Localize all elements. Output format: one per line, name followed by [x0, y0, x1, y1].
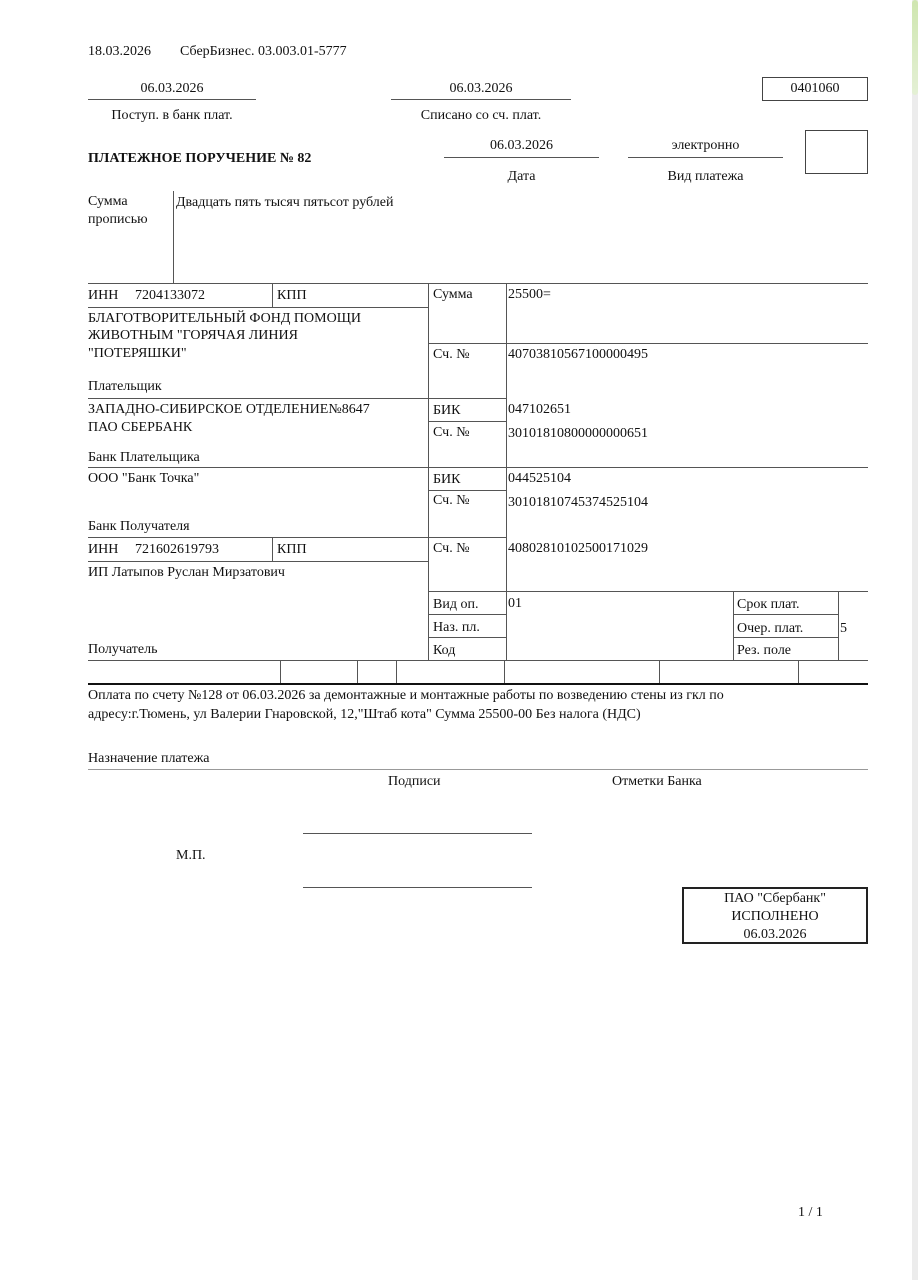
payer-name-1: БЛАГОТВОРИТЕЛЬНЫЙ ФОНД ПОМОЩИ: [88, 311, 361, 326]
payer-bank-bik-line: [428, 421, 506, 422]
stamp-status: ИСПОЛНЕНО: [731, 909, 819, 924]
payer-inn-value: 7204133072: [135, 288, 205, 303]
payee-bank-account-value: 30101810745374525104: [508, 495, 648, 510]
tax-cell-divider-4: [504, 660, 505, 684]
payer-inn-label: ИНН: [88, 288, 119, 303]
form-code: 0401060: [790, 81, 840, 96]
payee-role-label: Получатель: [88, 642, 158, 657]
payer-bank-name-1: ЗАПАДНО-СИБИРСКОЕ ОТДЕЛЕНИЕ№8647: [88, 402, 370, 417]
purpose-line-1: Оплата по счету №128 от 06.03.2026 за демонтажные и монтажные работы по возведению стены из гкл по: [88, 688, 724, 703]
payer-bank-bik-label: БИК: [433, 403, 461, 418]
payee-kpp-label: КПП: [277, 542, 307, 557]
code-label: Код: [433, 643, 456, 658]
payee-inn-value: 721602619793: [135, 542, 219, 557]
payer-bottom-line: [88, 398, 506, 399]
operation-top-line: [428, 591, 868, 592]
stamp-bank: ПАО "Сбербанк": [724, 891, 826, 906]
payment-type-label: Вид платежа: [667, 169, 744, 184]
payee-name: ИП Латыпов Руслан Мирзатович: [88, 565, 285, 580]
payment-type: электронно: [671, 138, 740, 153]
payee-bank-account-label: Сч. №: [433, 493, 470, 508]
purpose-label: Назначение платежа: [88, 751, 210, 766]
payer-bank-role-label: Банк Плательщика: [88, 450, 200, 465]
page-indicator: 1 / 1: [798, 1205, 823, 1220]
tax-cell-divider-5: [659, 660, 660, 684]
amount-words-label-2: прописью: [88, 212, 148, 227]
payee-account-value: 40802810102500171029: [508, 541, 648, 556]
reserve-label: Рез. поле: [737, 643, 792, 658]
scrollbar-thumb[interactable]: [912, 0, 918, 95]
op-type-label: Вид оп.: [433, 597, 479, 612]
payee-bank-bottom-line: [88, 537, 506, 538]
scrollbar-track[interactable]: [912, 0, 918, 1280]
payee-account-label: Сч. №: [433, 541, 470, 556]
tax-cell-divider-6: [798, 660, 799, 684]
purpose-line-2: адресу:г.Тюмень, ул Валерии Гнаровской, 12,"Штаб кота" Сумма 25500-00 Без налога (НДС): [88, 707, 641, 722]
debited-date-label: Списано со сч. плат.: [420, 108, 542, 123]
grid-col-labels-left: [428, 283, 429, 660]
payee-bank-role-label: Банк Получателя: [88, 519, 190, 534]
op-type-value: 01: [508, 596, 522, 611]
payer-bank-account-value: 30101810800000000651: [508, 426, 648, 441]
op-type-line: [428, 614, 506, 615]
payee-inn-label: ИНН: [88, 542, 119, 557]
grid-line-top: [88, 283, 868, 284]
print-date: 18.03.2026: [88, 44, 151, 59]
system-version: СберБизнес. 03.003.01-5777: [180, 44, 347, 59]
received-date: 06.03.2026: [140, 81, 204, 96]
debited-date-line: [391, 99, 571, 100]
bank-execution-stamp: [682, 887, 868, 944]
payer-bank-bottom-line: [88, 467, 868, 468]
payer-kpp-label: КПП: [277, 288, 307, 303]
payer-name-2: ЖИВОТНЫМ "ГОРЯЧАЯ ЛИНИЯ: [88, 328, 298, 343]
payee-bank-bik-label: БИК: [433, 472, 461, 487]
payee-bank-bik-value: 044525104: [508, 471, 571, 486]
purpose-line: [88, 769, 868, 770]
payer-bank-name-2: ПАО СБЕРБАНК: [88, 420, 193, 435]
status-box: [805, 130, 868, 174]
due-line: [733, 614, 838, 615]
due-label: Срок плат.: [737, 597, 800, 612]
debited-date: 06.03.2026: [449, 81, 513, 96]
payer-kpp-divider: [272, 283, 273, 307]
stamp-date: 06.03.2026: [743, 927, 807, 942]
document-date-label: Дата: [507, 169, 536, 184]
document-date: 06.03.2026: [490, 138, 553, 153]
tax-row-top-line: [88, 660, 868, 661]
payer-bank-account-label: Сч. №: [433, 425, 470, 440]
payee-inn-line: [88, 561, 428, 562]
amount-words-value: Двадцать пять тысяч пятьсот рублей: [176, 195, 394, 210]
document-date-line: [444, 157, 599, 158]
document-title: ПЛАТЕЖНОЕ ПОРУЧЕНИЕ № 82: [88, 151, 312, 166]
payee-bank-bik-line: [428, 490, 506, 491]
payer-bank-bik-value: 047102651: [508, 402, 571, 417]
signature-line-2: [303, 887, 532, 888]
payer-role-label: Плательщик: [88, 379, 162, 394]
amount-value: 25500=: [508, 287, 551, 302]
due-col-left: [733, 591, 734, 660]
payer-account-value: 40703810567100000495: [508, 347, 648, 362]
amount-words-divider: [173, 191, 174, 283]
purpose-code-label: Наз. пл.: [433, 620, 480, 635]
payer-account-label: Сч. №: [433, 347, 470, 362]
tax-cell-divider-2: [357, 660, 358, 684]
payment-type-line: [628, 157, 783, 158]
grid-col-labels-right: [506, 283, 507, 660]
payee-bank-name: ООО "Банк Точка": [88, 471, 200, 486]
payee-kpp-divider: [272, 537, 273, 561]
form-code-box: [762, 77, 868, 101]
purpose-code-line: [428, 637, 506, 638]
priority-label: Очер. плат.: [737, 621, 804, 636]
bank-marks-label: Отметки Банка: [612, 774, 702, 789]
tax-row-bottom-line: [88, 683, 868, 685]
amount-line: [428, 343, 868, 344]
received-date-label: Поступ. в банк плат.: [111, 108, 233, 123]
payer-inn-line: [88, 307, 428, 308]
tax-cell-divider-1: [280, 660, 281, 684]
amount-label: Сумма: [433, 287, 473, 302]
priority-line: [733, 637, 838, 638]
due-col-right: [838, 591, 839, 660]
signatures-label: Подписи: [388, 774, 441, 789]
amount-words-label-1: Сумма: [88, 194, 128, 209]
tax-cell-divider-3: [396, 660, 397, 684]
payer-name-3: "ПОТЕРЯШКИ": [88, 346, 187, 361]
received-date-line: [88, 99, 256, 100]
seal-label: М.П.: [176, 848, 206, 863]
signature-line-1: [303, 833, 532, 834]
priority-value: 5: [840, 621, 847, 636]
